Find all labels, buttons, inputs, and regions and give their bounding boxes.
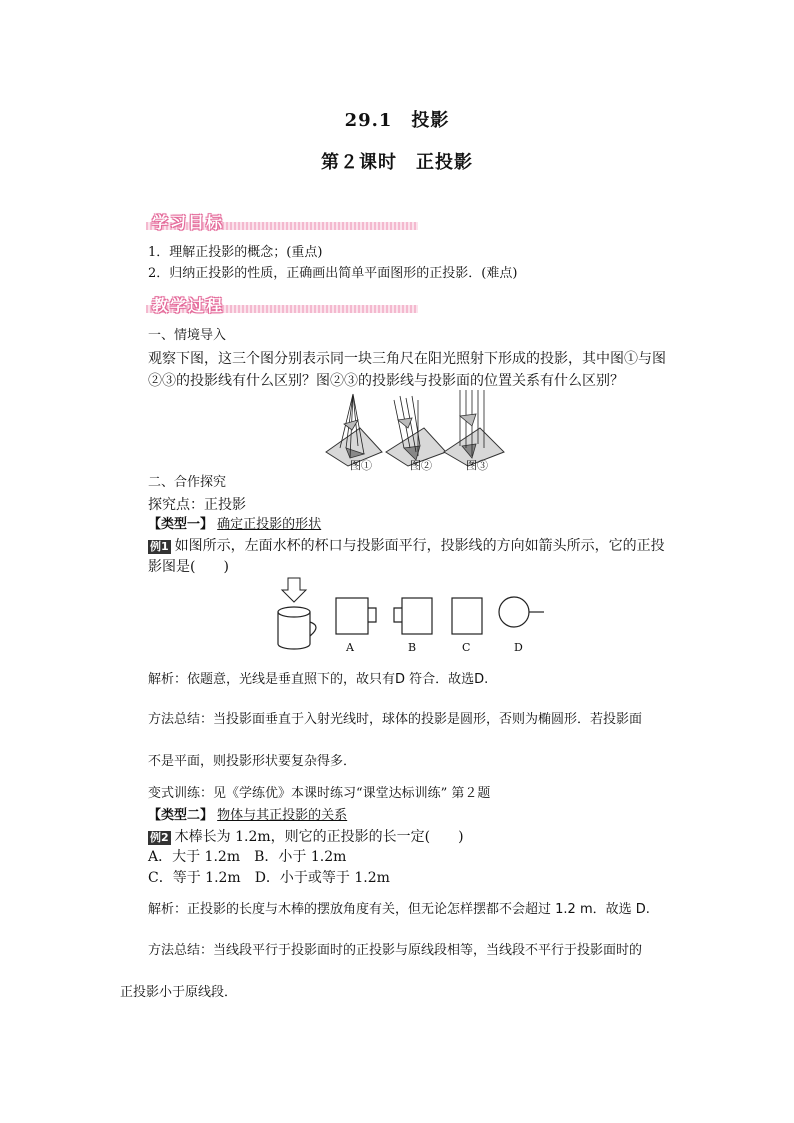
part1-text-line2: ②③的投影线有什么区别？图②③的投影线与投影面的位置关系有什么区别？ xyxy=(148,373,624,389)
option-d-label: D xyxy=(514,641,523,654)
ex2-options-line1: A．大于 1.2m B．小于 1.2m xyxy=(148,849,347,865)
type2-prefix: 【类型二】 xyxy=(148,808,214,823)
ex2-options-line2: C．等于 1.2m D．小于或等于 1.2m xyxy=(148,870,390,886)
process-banner-label: 教学过程 xyxy=(152,296,225,315)
type1-heading xyxy=(148,515,321,535)
ex1-question-line2: 影图是( ) xyxy=(148,559,229,575)
option-b-label: B xyxy=(408,641,417,654)
type2-heading xyxy=(148,806,347,826)
goal-item-1: 1．理解正投影的概念；(重点) xyxy=(148,245,323,260)
ex1-line1: 如图所示，左面水杯的杯口与投影面平行，投影线的方向如箭头所示，它的正投 xyxy=(174,538,665,554)
option-a-shape xyxy=(336,598,376,634)
part1-heading: 一、情境导入 xyxy=(148,328,227,343)
ex1-method-line1: 方法总结：当投影面垂直于入射光线时，球体的投影是圆形，否则为椭圆形．若投影面 xyxy=(148,712,643,727)
figure-label-3: 图③ xyxy=(466,459,488,472)
figure-label-1: 图① xyxy=(350,459,372,472)
down-arrow-icon xyxy=(282,578,306,602)
ex2-method-line2: 正投影小于原线段． xyxy=(120,985,238,1000)
ex1-tag: 例1 xyxy=(150,540,169,553)
option-d-shape xyxy=(499,597,544,627)
type2-title: 物体与其正投影的关系 xyxy=(217,808,348,823)
ex2-method-line1: 方法总结：当线段平行于投影面时的正投影与原线段相等，当线段不平行于投影面时的 xyxy=(148,943,643,958)
option-b-shape xyxy=(394,598,432,634)
goals-banner xyxy=(146,210,418,236)
explore-point: 探究点：正投影 xyxy=(148,497,246,513)
ex1-question-line1 xyxy=(148,535,665,557)
ex2-question xyxy=(148,826,464,848)
lesson-title: 29.1 投影 xyxy=(344,110,450,131)
figure-2-oblique-projection xyxy=(386,396,446,466)
figure-1-central-projection xyxy=(326,394,382,466)
type1-prefix: 【类型一】 xyxy=(148,517,214,532)
goal-item-2: 2．归纳正投影的性质，正确画出简单平面图形的正投影．(难点) xyxy=(148,266,518,281)
ex1-analysis: 解析：依题意，光线是垂直照下的，故只有D 符合．故选D. xyxy=(148,672,489,687)
ex2-question-text: 木棒长为 1.2m，则它的正投影的长一定( ) xyxy=(174,829,464,845)
cup-drawing xyxy=(278,607,316,649)
option-c-label: C xyxy=(462,641,471,654)
ex1-method-line2: 不是平面，则投影形状要复杂得多． xyxy=(148,754,357,769)
figure-3-orthogonal-projection xyxy=(444,390,504,466)
ex2-tag: 例2 xyxy=(150,831,169,844)
ex2-analysis: 解析：正投影的长度与木棒的摆放角度有关，但无论怎样摆都不会超过 1.2 m．故选 D. xyxy=(148,902,650,917)
lesson-subtitle: 第２课时 正投影 xyxy=(321,152,473,173)
option-c-shape xyxy=(452,598,482,634)
figure-label-2: 图② xyxy=(410,459,432,472)
option-a-label: A xyxy=(346,641,354,654)
variant-training: 变式训练：见《学练优》本课时练习“课堂达标训练” 第２题 xyxy=(148,786,491,801)
process-banner xyxy=(146,293,418,319)
part2-heading: 二、合作探究 xyxy=(148,475,227,490)
type1-title: 确定正投影的形状 xyxy=(217,517,322,532)
goals-banner-label: 学习目标 xyxy=(152,213,225,232)
part1-text-line1: 观察下图，这三个图分别表示同一块三角尺在阳光照射下形成的投影，其中图①与图 xyxy=(148,351,666,367)
